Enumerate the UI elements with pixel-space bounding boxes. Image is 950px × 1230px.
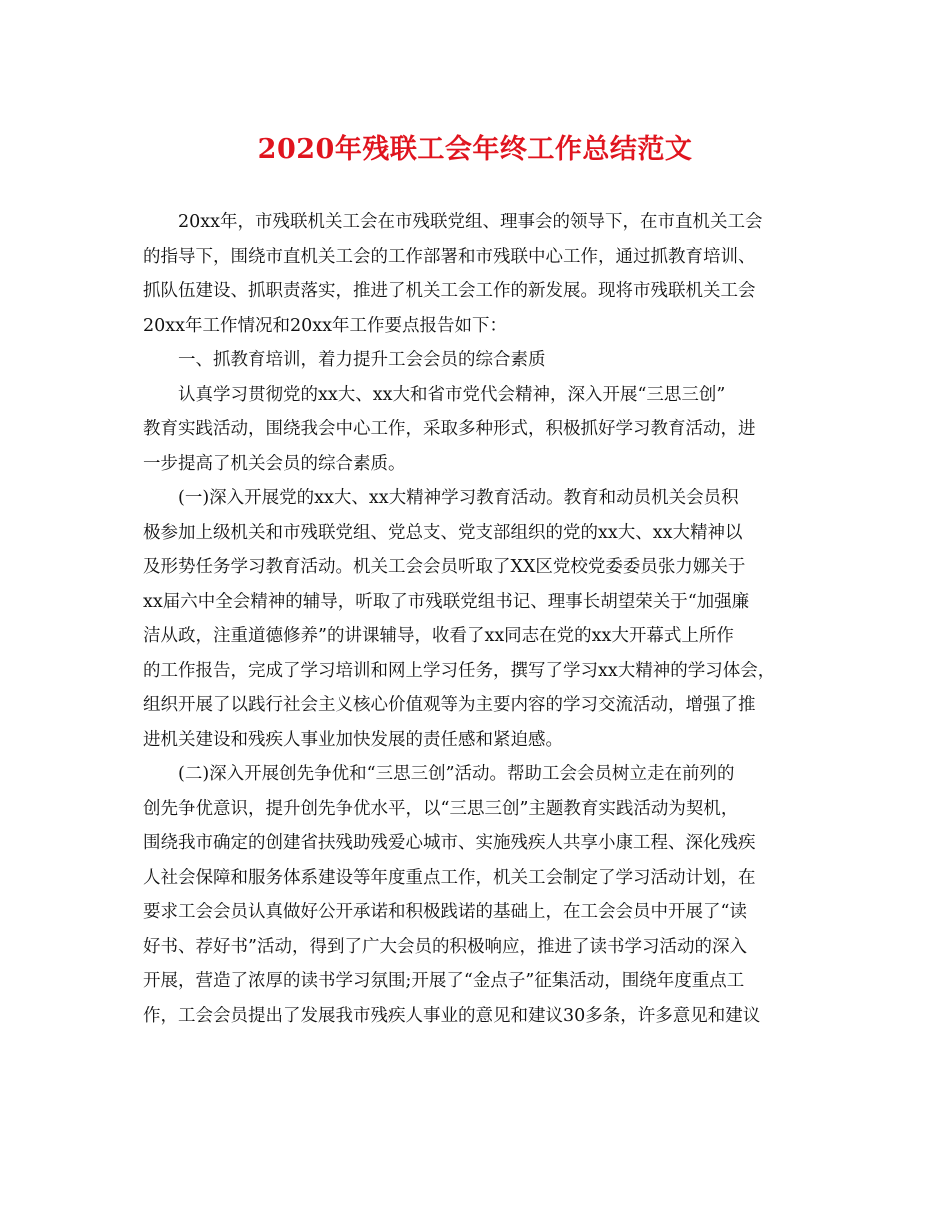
- text-line: 的工作报告，完成了学习培训和网上学习任务，撰写了学习xx大精神的学习体会，: [143, 660, 776, 681]
- text-line: 认真学习贯彻党的xx大、xx大和省市党代会精神，深入开展“三思三创”: [178, 384, 726, 405]
- text-line: 20xx年，市残联机关工会在市残联党组、理事会的领导下，在市直机关工会: [178, 212, 763, 232]
- text-line: 抓队伍建设、抓职责落实，推进了机关工会工作的新发展。现将市残联机关工会: [143, 281, 756, 301]
- text-line: 教育实践活动，围绕我会中心工作，采取多种形式，积极抓好学习教育活动，进: [143, 419, 756, 439]
- text-line: 作，工会会员提出了发展我市残疾人事业的意见和建议30多条，许多意见和建议: [143, 1005, 761, 1026]
- text-line: 好书、荐好书”活动，得到了广大会员的积极响应，推进了读书学习活动的深入: [143, 936, 747, 957]
- document-body: [143, 205, 813, 1033]
- text-line: 创先争优意识，提升创先争优水平，以“三思三创”主题教育实践活动为契机，: [143, 798, 739, 819]
- text-line: 及形势任务学习教育活动。机关工会会员听取了XX区党校党委委员张力娜关于: [143, 557, 746, 577]
- text-line: 一步提高了机关会员的综合素质。: [143, 453, 406, 474]
- text-line: 围绕我市确定的创建省扶残助残爱心城市、实施残疾人共享小康工程、深化残疾: [143, 833, 756, 853]
- text-line: 洁从政，注重道德修养”的讲课辅导，收看了xx同志在党的xx大开幕式上所作: [143, 626, 734, 646]
- text-line: (二)深入开展创先争优和“三思三创”活动。帮助工会会员树立走在前列的: [178, 764, 735, 784]
- text-line: 开展，营造了浓厚的读书学习氛围;开展了“金点子”征集活动，围绕年度重点工: [143, 971, 745, 991]
- text-line: 的指导下，围绕市直机关工会的工作部署和市残联中心工作，通过抓教育培训、: [143, 246, 756, 267]
- text-line: 20xx年工作情况和20xx年工作要点报告如下：: [143, 315, 508, 336]
- text-line: 极参加上级机关和市残联党组、党总支、党支部组织的党的xx大、xx大精神以: [143, 522, 743, 543]
- text-line: xx届六中全会精神的辅导，听取了市残联党组书记、理事长胡望荣关于“加强廉: [143, 591, 750, 612]
- document-title: 2020年残联工会年终工作总结范文: [257, 134, 693, 165]
- text-line: 组织开展了以践行社会主义核心价值观等为主要内容的学习交流活动，增强了推: [143, 695, 756, 715]
- text-line: 一、抓教育培训，着力提升工会会员的综合素质: [178, 350, 546, 370]
- text-line: 人社会保障和服务体系建设等年度重点工作，机关工会制定了学习活动计划，在: [143, 867, 756, 888]
- text-line: 要求工会会员认真做好公开承诺和积极践诺的基础上，在工会会员中开展了“读: [143, 902, 747, 922]
- text-line: (一)深入开展党的xx大、xx大精神学习教育活动。教育和动员机关会员积: [178, 488, 739, 508]
- text-line: 进机关建设和残疾人事业加快发展的责任感和紧迫感。: [143, 729, 563, 750]
